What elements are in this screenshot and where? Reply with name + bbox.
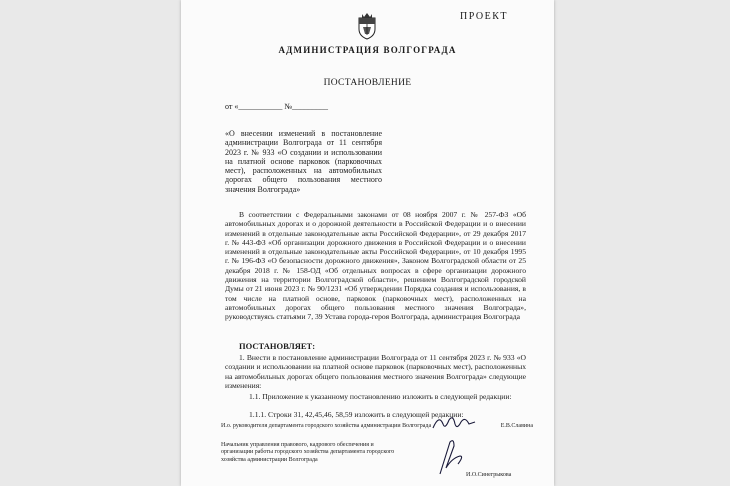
item-1-paragraph: 1. Внести в постановление администрации Волгограда от 11 сентября 2023 г. № 933 «О создании и использовании на платной основе парковок (парковочных мест), расположенных на автомобильных дорогах общего пользования местного значения Волгограда» следующие изменения:	[225, 353, 526, 390]
item-1-1-paragraph: 1.1. Приложение к указанному постановлению изложить в следующей редакции:	[249, 392, 512, 401]
document-title: ПОСТАНОВЛЕНИЕ	[323, 78, 412, 88]
signature-1-icon	[431, 412, 477, 434]
issuer-name: АДМИНИСТРАЦИЯ ВОЛГОГРАДА	[278, 45, 457, 55]
document-subject: «О внесении изменений в постановление администрации Волгограда от 11 сентября 2023 г. № 933 «О создании и использовании на платной основе парковок (парковочных мест), расположенных на автомобильных дорогах общего пользования местного значения Волгограда»	[225, 129, 382, 194]
volgograd-emblem-icon	[356, 12, 378, 40]
signatory-2-name: И.О.Синегрыкова	[466, 472, 512, 478]
signature-block-2: Начальник управления правового, кадрового обеспечения и организации работы городского хозяйства департамента городского хозяйства администрации Волгограда	[221, 442, 395, 463]
signature-block-1	[221, 423, 533, 429]
signatory-1-name: Е.В.Славина	[500, 423, 533, 429]
document-page	[181, 0, 554, 486]
signatory-1-title: И.о. руководителя департамента городского хозяйства администрации Волгограда	[221, 423, 432, 429]
item-1-1-1-paragraph: 1.1.1. Строки 31, 42,45,46, 58,59 изложить в следующей редакции:	[249, 410, 464, 419]
signature-2-icon	[436, 438, 466, 476]
date-number-line: от «___________ №_________	[225, 102, 329, 111]
project-label: ПРОЕКТ	[460, 11, 509, 22]
preamble-paragraph: В соответствии с Федеральными законами от 08 ноября 2007 г. № 257-ФЗ «Об автомобильных дорогах и о дорожной деятельности в Российской Федерации и о внесении изменений в отдельные законодательные акты Российской Федерации», от 29 декабря 2017 г. № 443-ФЗ «Об организации дорожного движения в Российской Федерации и о внесении изменений в отдельные законодательные акты Российской Федерации», от 10 декабря 1995 г. № 196-ФЗ «О безопасности дорожного движения», Законом Волгоградской области от 25 декабря 2018 г. № 158-ОД «Об отдельных вопросах в сфере организации дорожного движения на территории Волгоградской области», решением Волгоградской городской Думы от 21 июня 2023 г. № 90/1231 «Об утверждении Порядка создания и использования, в том числе на платной основе, парковок (парковочных мест), расположенных на автомобильных дорогах общего пользования местного значения Волгограда», руководствуясь статьями 7, 39 Устава города-героя Волгограда, администрация Волгограда	[225, 210, 526, 322]
decides-heading: ПОСТАНОВЛЯЕТ:	[239, 341, 316, 351]
